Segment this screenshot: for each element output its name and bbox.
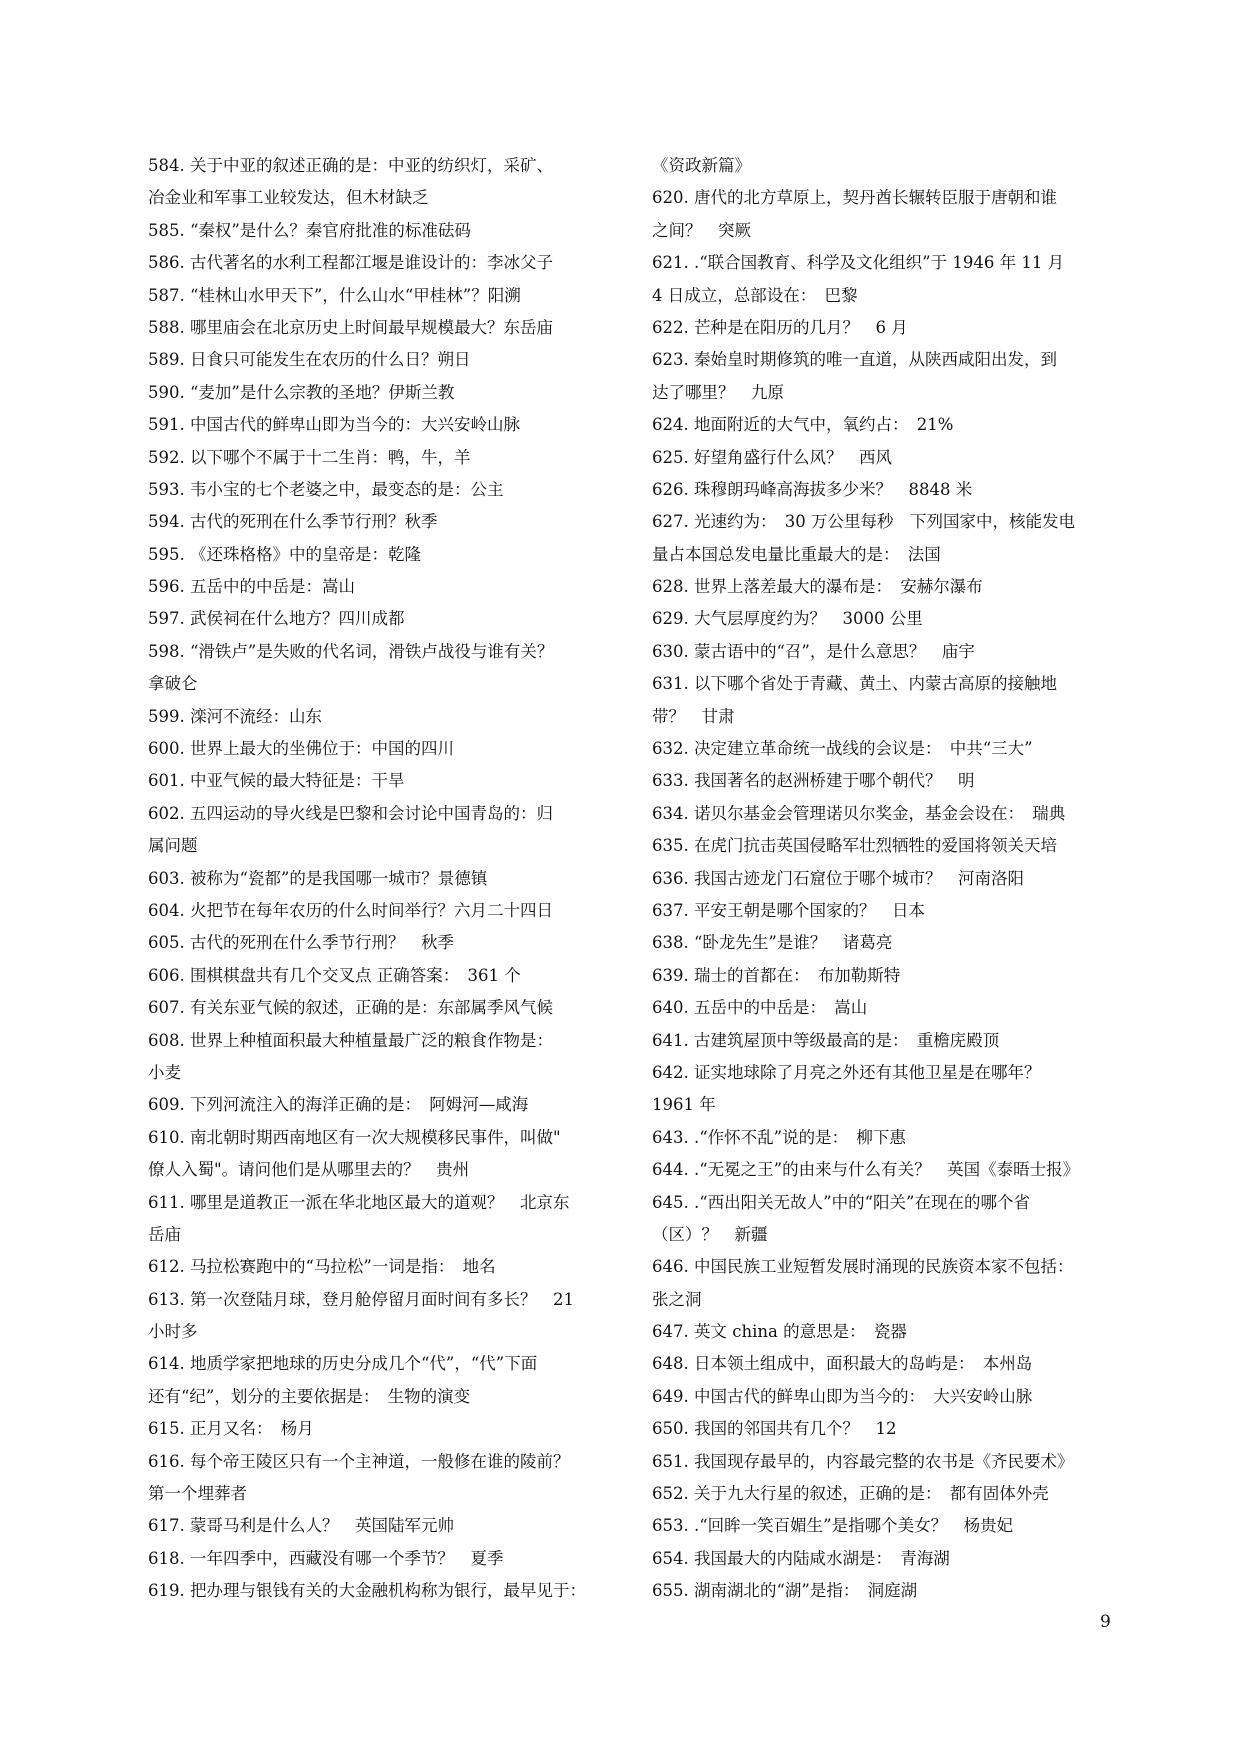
text-line: 647. 英文 china 的意思是： 瓷器 xyxy=(652,1322,907,1342)
text-line: 605. 古代的死刑在什么季节行刑？ 秋季 xyxy=(148,933,454,953)
text-line: 646. 中国民族工业短暂发展时涌现的民族资本家不包括： xyxy=(652,1257,1074,1277)
text-line: 591. 中国古代的鲜卑山即为当今的：大兴安岭山脉 xyxy=(148,415,520,435)
text-line: 张之洞 xyxy=(652,1289,702,1309)
text-line: 1961 年 xyxy=(652,1095,716,1115)
text-line: 617. 蒙哥马利是什么人？ 英国陆军元帅 xyxy=(148,1516,454,1536)
text-line: 596. 五岳中的中岳是：嵩山 xyxy=(148,577,355,597)
text-line: 612. 马拉松赛跑中的“马拉松”一词是指： 地名 xyxy=(148,1257,496,1277)
text-line: 654. 我国最大的内陆咸水湖是： 青海湖 xyxy=(652,1548,950,1568)
text-line: 644. .“无冕之王”的由来与什么有关？ 英国《泰晤士报》 xyxy=(652,1160,1080,1180)
text-line: 598. “滑铁卢”是失败的代名词，滑铁卢战役与谁有关？ xyxy=(148,641,554,661)
text-line: 630. 蒙古语中的“召”，是什么意思？ 庙宇 xyxy=(652,641,975,661)
text-line: 616. 每个帝王陵区只有一个主神道，一般修在谁的陵前？ xyxy=(148,1451,570,1471)
text-line: 602. 五四运动的导火线是巴黎和会讨论中国青岛的：归 xyxy=(148,803,553,823)
text-line: 601. 中亚气候的最大特征是：干旱 xyxy=(148,771,405,791)
text-line: 岳庙 xyxy=(148,1224,181,1244)
text-line: 633. 我国著名的赵洲桥建于哪个朝代？ 明 xyxy=(652,771,975,791)
left-column xyxy=(148,150,604,1608)
text-line: （区）？ 新疆 xyxy=(652,1224,768,1244)
text-line: 《资政新篇》 xyxy=(652,156,751,175)
text-line: 626. 珠穆朗玛峰高海拔多少米？ 8848 米 xyxy=(652,479,973,499)
text-line: 610. 南北朝时期西南地区有一次大规模移民事件，叫做" xyxy=(148,1127,561,1147)
text-line: 600. 世界上最大的坐佛位于：中国的四川 xyxy=(148,739,454,759)
text-line: 624. 地面附近的大气中，氧约占： 21% xyxy=(652,415,954,435)
text-line: 带？ 甘肃 xyxy=(652,706,735,726)
text-line: 636. 我国古迹龙门石窟位于哪个城市？ 河南洛阳 xyxy=(652,868,1024,888)
text-line: 627. 光速约为： 30 万公里每秒 下列国家中，核能发电 xyxy=(652,512,1075,532)
text-line: 590. “麦加”是什么宗教的圣地？伊斯兰教 xyxy=(148,382,455,402)
text-line: 638. “卧龙先生”是谁？ 诸葛亮 xyxy=(652,933,893,953)
text-line: 614. 地质学家把地球的历史分成几个“代”，“代”下面 xyxy=(148,1354,538,1374)
text-line: 634. 诺贝尔基金会管理诺贝尔奖金，基金会设在： 瑞典 xyxy=(652,803,1066,823)
text-line: 651. 我国现存最早的，内容最完整的农书是《齐民要术》 xyxy=(652,1451,1074,1471)
text-line: 属问题 xyxy=(148,836,198,856)
text-line: 622. 芒种是在阳历的几月？ 6 月 xyxy=(652,317,908,337)
right-column xyxy=(652,150,1127,1608)
text-line: 588. 哪里庙会在北京历史上时间最早规模最大？东岳庙 xyxy=(148,317,553,337)
text-line: 608. 世界上种植面积最大种植量最广泛的粮食作物是： xyxy=(148,1030,553,1050)
text-line: 613. 第一次登陆月球，登月舱停留月面时间有多长？ 21 xyxy=(148,1289,574,1309)
text-line: 648. 日本领土组成中，面积最大的岛屿是： 本州岛 xyxy=(652,1354,1033,1374)
text-line: 第一个埋葬者 xyxy=(148,1484,247,1504)
text-line: 达了哪里？ 九原 xyxy=(652,382,784,402)
text-line: 653. .“回眸一笑百媚生”是指哪个美女？ 杨贵妃 xyxy=(652,1516,1014,1536)
text-line: 643. .“作怀不乱”说的是： 柳下惠 xyxy=(652,1127,906,1147)
text-line: 还有“纪”，划分的主要依据是： 生物的演变 xyxy=(148,1386,471,1406)
text-line: 652. 关于九大行星的叙述，正确的是： 都有固体外壳 xyxy=(652,1484,1049,1504)
text-line: 618. 一年四季中，西藏没有哪一个季节？ 夏季 xyxy=(148,1548,504,1568)
text-line: 640. 五岳中的中岳是： 嵩山 xyxy=(652,998,868,1018)
text-line: 641. 古建筑屋顶中等级最高的是： 重檐庑殿顶 xyxy=(652,1030,1000,1050)
text-line: 僚人入蜀"。请问他们是从哪里去的？ 贵州 xyxy=(148,1160,470,1180)
text-line: 拿破仑 xyxy=(148,674,198,694)
text-line: 631. 以下哪个省处于青藏、黄土、内蒙古高原的接触地 xyxy=(652,674,1057,694)
text-line: 645. .“西出阳关无故人”中的“阳关”在现在的哪个省 xyxy=(652,1192,1030,1212)
text-line: 632. 决定建立革命统一战线的会议是： 中共“三大” xyxy=(652,739,1033,759)
text-line: 628. 世界上落差最大的瀑布是： 安赫尔瀑布 xyxy=(652,577,983,597)
text-line: 585. “秦权”是什么？秦官府批准的标准砝码 xyxy=(148,220,471,240)
text-line: 609. 下列河流注入的海洋正确的是： 阿姆河—咸海 xyxy=(148,1095,529,1115)
text-line: 611. 哪里是道教正一派在华北地区最大的道观？ 北京东 xyxy=(148,1192,570,1212)
text-line: 之间？ 突厥 xyxy=(652,220,751,240)
text-line: 629. 大气层厚度约为？ 3000 公里 xyxy=(652,609,923,629)
text-line: 小时多 xyxy=(148,1322,198,1342)
text-line: 606. 围棋棋盘共有几个交叉点 正确答案： 361 个 xyxy=(148,965,521,985)
text-line: 625. 好望角盛行什么风？ 西风 xyxy=(652,447,892,467)
text-line: 655. 湖南湖北的“湖”是指： 洞庭湖 xyxy=(652,1581,918,1601)
text-line: 594. 古代的死刑在什么季节行刑？秋季 xyxy=(148,512,438,532)
text-line: 603. 被称为“瓷都”的是我国哪一城市？景德镇 xyxy=(148,868,488,888)
text-line: 593. 韦小宝的七个老婆之中，最变态的是：公主 xyxy=(148,479,504,499)
text-line: 637. 平安王朝是哪个国家的？ 日本 xyxy=(652,900,925,920)
text-line: 604. 火把节在每年农历的什么时间举行？六月二十四日 xyxy=(148,900,553,920)
text-line: 589. 日食只可能发生在农历的什么日？朔日 xyxy=(148,350,471,370)
text-line: 639. 瑞士的首都在： 布加勒斯特 xyxy=(652,965,901,985)
text-line: 620. 唐代的北方草原上，契丹酋长辗转臣服于唐朝和谁 xyxy=(652,188,1057,208)
text-line: 587. “桂林山水甲天下”，什么山水“甲桂林”？阳溯 xyxy=(148,285,521,305)
text-line: 595. 《还珠格格》中的皇帝是：乾隆 xyxy=(148,544,421,564)
text-line: 584. 关于中亚的叙述正确的是：中亚的纺织灯，采矿、 xyxy=(148,156,553,175)
text-line: 小麦 xyxy=(148,1062,181,1082)
text-line: 586. 古代著名的水利工程都江堰是谁设计的：李冰父子 xyxy=(148,253,553,273)
text-line: 607. 有关东亚气候的叙述，正确的是：东部属季风气候 xyxy=(148,998,553,1018)
text-line: 635. 在虎门抗击英国侵略军壮烈牺牲的爱国将领关天培 xyxy=(652,836,1057,856)
text-line: 冶金业和军事工业较发达，但木材缺乏 xyxy=(148,188,429,208)
text-line: 619. 把办理与银钱有关的大金融机构称为银行，最早见于： xyxy=(148,1581,586,1601)
text-line: 4 日成立，总部设在： 巴黎 xyxy=(652,285,858,305)
text-line: 623. 秦始皇时期修筑的唯一直道，从陕西咸阳出发，到 xyxy=(652,350,1057,370)
text-line: 592. 以下哪个不属于十二生肖：鸭，牛，羊 xyxy=(148,447,471,467)
text-line: 649. 中国古代的鲜卑山即为当今的： 大兴安岭山脉 xyxy=(652,1386,1033,1406)
text-line: 599. 滦河不流经：山东 xyxy=(148,706,322,726)
text-line: 量占本国总发电量比重最大的是： 法国 xyxy=(652,544,941,564)
text-line: 650. 我国的邻国共有几个？ 12 xyxy=(652,1419,897,1439)
text-line: 597. 武侯祠在什么地方？四川成都 xyxy=(148,609,405,629)
text-line: 621. .“联合国教育、科学及文化组织”于 1946 年 11 月 xyxy=(652,253,1065,273)
text-line: 615. 正月又名： 杨月 xyxy=(148,1419,314,1439)
text-line: 642. 证实地球除了月亮之外还有其他卫星是在哪年？ xyxy=(652,1062,1041,1082)
page-number: 9 xyxy=(1100,1612,1111,1632)
